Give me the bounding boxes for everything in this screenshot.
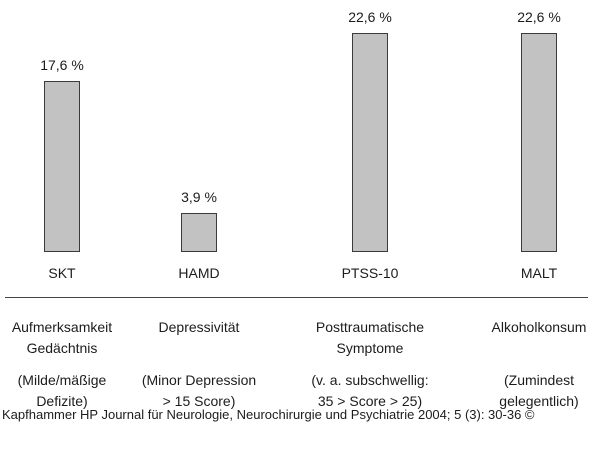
detail-label-ptss10 [275, 370, 465, 412]
construct-label-ptss10 [275, 317, 465, 359]
bar-skt [44, 81, 80, 252]
construct-line: Alkoholkonsum [491, 319, 587, 335]
bar-hamd [181, 213, 217, 252]
separator-line [5, 297, 588, 298]
bar-value-label: 22,6 % [348, 9, 392, 25]
construct-label-hamd [104, 317, 294, 338]
category-label-skt: SKT [48, 265, 76, 281]
detail-line: (Zumindest [503, 372, 575, 388]
bar-value-label: 3,9 % [181, 189, 217, 205]
detail-line: (Milde/mäßige [17, 372, 107, 388]
detail-line: (Minor Depression [141, 372, 257, 388]
citation: Kapfhammer HP Journal für Neurologie, Neurochirurgie und Psychiatrie 2004; 5 (3): 30-36 © [2, 407, 535, 422]
bar-ptss10 [352, 33, 388, 252]
construct-line: Gedächtnis [26, 340, 98, 356]
bar-value-label: 17,6 % [40, 57, 84, 73]
detail-label-hamd [104, 370, 294, 412]
construct-line: Posttraumatische [315, 319, 425, 335]
detail-line: gelegentlich) [499, 393, 579, 409]
detail-line: Defizite) [36, 393, 88, 409]
bar-value-label: 22,6 % [517, 9, 561, 25]
category-label-hamd: HAMD [178, 265, 220, 281]
construct-line: Aufmerksamkeit [11, 319, 113, 335]
construct-line: Symptome [336, 340, 404, 356]
detail-line: > 15 Score) [162, 393, 236, 409]
detail-line: (v. a. subschwellig: [311, 372, 429, 388]
construct-line: Depressivität [158, 319, 240, 335]
bar-malt [521, 33, 557, 252]
category-label-malt: MALT [520, 265, 558, 281]
detail-line: 35 > Score > 25) [317, 393, 423, 409]
detail-label-malt [444, 370, 600, 412]
category-label-ptss10: PTSS-10 [341, 265, 399, 281]
construct-label-malt [444, 317, 600, 338]
